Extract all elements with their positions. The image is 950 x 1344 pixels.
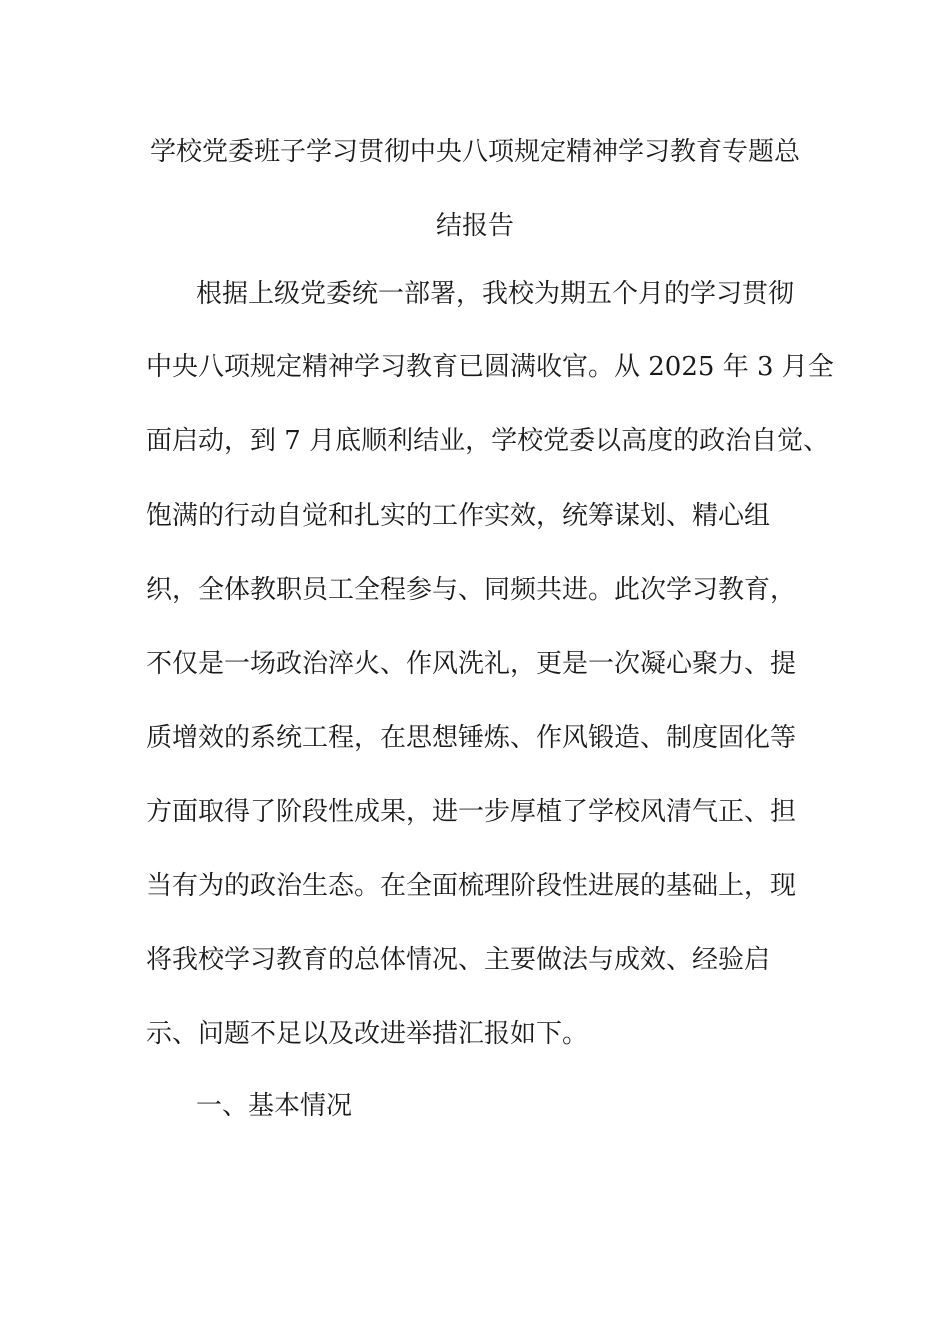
document-title-line-1: 学校党委班子学习贯彻中央八项规定精神学习教育专题总 <box>149 137 800 167</box>
paragraph-line: 当有为的政治生态。在全面梳理阶段性进展的基础上，现 <box>146 871 797 901</box>
section-heading: 一、基本情况 <box>196 1091 353 1121</box>
paragraph-line: 中央八项规定精神学习教育已圆满收官。从 2025 年 3 月全 <box>146 352 834 382</box>
paragraph-line: 织，全体教职员工全程参与、同频共进。此次学习教育， <box>146 575 797 605</box>
document-title-line-2: 结报告 <box>435 211 514 241</box>
paragraph-line: 将我校学习教育的总体情况、主要做法与成效、经验启 <box>146 945 771 975</box>
paragraph-line: 不仅是一场政治淬火、作风洗礼，更是一次凝心聚力、提 <box>146 649 797 679</box>
paragraph-line: 面启动，到 7 月底顺利结业，学校党委以高度的政治自觉、 <box>146 426 830 456</box>
paragraph-line: 根据上级党委统一部署，我校为期五个月的学习贯彻 <box>196 279 795 309</box>
paragraph-line: 方面取得了阶段性成果，进一步厚植了学校风清气正、担 <box>146 797 797 827</box>
paragraph-line: 饱满的行动自觉和扎实的工作实效，统筹谋划、精心组 <box>146 501 771 531</box>
paragraph-line: 质增效的系统工程，在思想锤炼、作风锻造、制度固化等 <box>146 723 797 753</box>
paragraph-line: 示、问题不足以及改进举措汇报如下。 <box>146 1019 589 1049</box>
